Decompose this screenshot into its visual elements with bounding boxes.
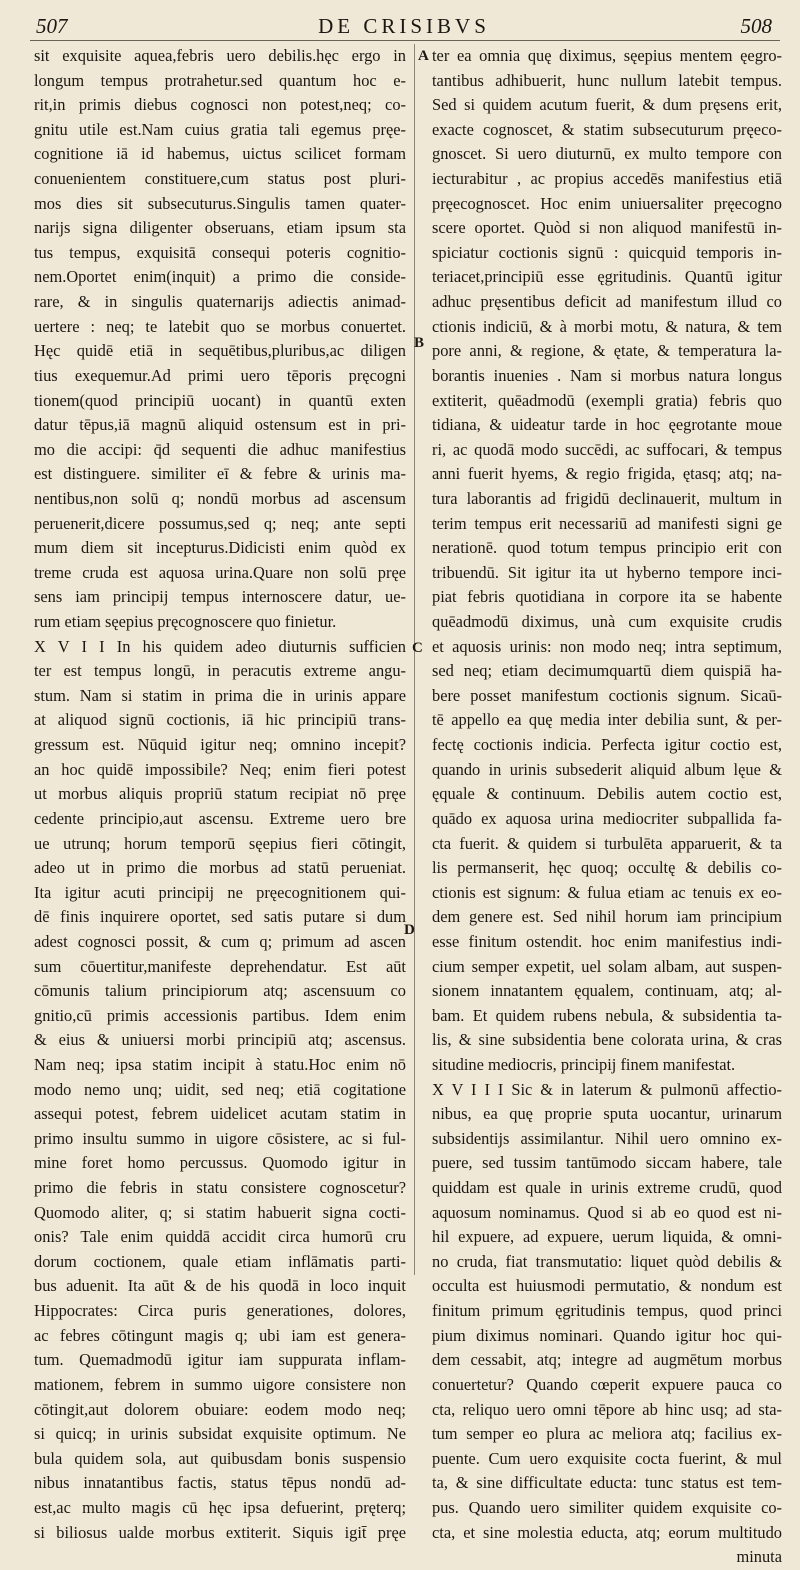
text-line: bere posset manifestum coctionis signum. Sicaū- bbox=[432, 685, 782, 705]
left-text-column bbox=[34, 44, 406, 1545]
text-line: no cruda, fiat transmutatio: liquet quòd debilis & bbox=[432, 1251, 782, 1271]
text-line: exacte cognoscet, & statim subsecuturum pręeco- bbox=[432, 119, 782, 139]
text-line: occulta est huiusmodi permutatio, & nondum est bbox=[432, 1276, 782, 1296]
text-line: ta, & sine difficultate educta: tunc status est tem- bbox=[432, 1473, 782, 1493]
text-line: nibus innatantibus factis, status tēpus nondū ad- bbox=[34, 1473, 406, 1493]
page-number-left: 507 bbox=[36, 14, 68, 38]
text-line: longum tempus protrahetur.sed quantum hoc e- bbox=[34, 70, 406, 90]
text-line: scere oportet. Quòd si non aliquod manifestū in- bbox=[432, 218, 782, 238]
margin-letter-c: C bbox=[412, 640, 423, 656]
text-line: iecturabitur , ac propius accedēs manifestius etiā bbox=[432, 169, 782, 189]
text-line: finitum primum ęgritudinis tempus, quod princi bbox=[432, 1301, 782, 1321]
text-line: dem cessabit, atq; integre ad augmētum morbus bbox=[432, 1350, 782, 1370]
text-line: cōmunis talium principiorum atq; ascensuum co bbox=[34, 981, 406, 1001]
text-line: hil expuere, ad expuere, uerum liquida, & omni- bbox=[432, 1227, 782, 1247]
header-rule bbox=[30, 40, 780, 41]
text-line: tus tempus, exquisitā consequi poteris cognitio- bbox=[34, 242, 406, 262]
text-line: nem.Oportet enim(inquit) a primo die conside- bbox=[34, 267, 406, 287]
text-line: Sed si quidem acutum fuerit, & dum pręsens erit, bbox=[432, 95, 782, 115]
text-line: ctionis indiciū, & à morbi motu, & natura, & tem bbox=[432, 316, 782, 336]
text-line: pium diximus nominari. Quando igitur hoc qui- bbox=[432, 1325, 782, 1345]
text-line: datur tēpus,iā magnū aliquid ostensum est in pri- bbox=[34, 415, 406, 435]
text-line: conuertetur? Quando cœperit expuere pauca co bbox=[432, 1374, 782, 1394]
text-line: pore anni, & regione, & ętate, & temperatura la- bbox=[432, 341, 782, 361]
margin-letter-a: A bbox=[418, 48, 429, 64]
text-line: tius exequemur.Ad primi uero tēporis pręcogni bbox=[34, 365, 406, 385]
text-line: lis, & sine subsidentia bene colorata urina, & cras bbox=[432, 1030, 782, 1050]
text-line: mum diem sit incepturus.Didicisti enim quòd ex bbox=[34, 538, 406, 558]
text-line: X V I I In his quidem adeo diuturnis sufficien bbox=[34, 636, 406, 656]
text-line: ter est tempus longū, in peracutis extreme angu- bbox=[34, 661, 406, 681]
text-line: uertere : neq; te latebit quo se morbus conuertet. bbox=[34, 316, 406, 336]
text-line: dorum coctionem, quale etiam inflāmatis parti- bbox=[34, 1251, 406, 1271]
text-line: est distinguere. similiter eī & febre & urinis ma- bbox=[34, 464, 406, 484]
text-line: Ita igitur acuti principij ne pręecognitionem qui- bbox=[34, 882, 406, 902]
page-number-right: 508 bbox=[740, 14, 772, 38]
right-text-column bbox=[432, 44, 782, 1570]
text-line: fectę coctionis indicia. Perfecta igitur coctio est, bbox=[432, 735, 782, 755]
text-line: puente. Cum uero exquisite cocta fuerint, & mul bbox=[432, 1448, 782, 1468]
running-title: DE CRISIBVS bbox=[318, 14, 490, 38]
text-line: tura laborantis ad frigidū declinauerit, multum in bbox=[432, 488, 782, 508]
margin-letter-d: D bbox=[404, 922, 415, 938]
text-line: gnitio,cū primis accessionis partibus. Idem enim bbox=[34, 1005, 406, 1025]
text-line: ac febres cōtingunt magis q; ubi iam est genera- bbox=[34, 1325, 406, 1345]
text-line: esse finitum ostendit. hoc enim manifestius indi- bbox=[432, 931, 782, 951]
text-line: bula quidem sola, aut quibusdam bonis suspensio bbox=[34, 1448, 406, 1468]
text-line: Quomodo aliter, q; si statim habuerit signa cocti- bbox=[34, 1202, 406, 1222]
text-line: bam. Et quidem rubens nebula, & subsidentia ta- bbox=[432, 1005, 782, 1025]
text-line: tē appello ea quę media inter debilia sunt, & per- bbox=[432, 710, 782, 730]
margin-letter-b: B bbox=[414, 335, 425, 351]
text-line: tantibus adhibuerit, hunc nullum latebit tempus. bbox=[432, 70, 782, 90]
text-line: narijs signa diligenter obseruans, etiam ipsum sta bbox=[34, 218, 406, 238]
text-line: teriacet,principiū esse ęgritudinis. Quantū igitur bbox=[432, 267, 782, 287]
text-line: rit,in primis diebus cognosci non potest,neq; co- bbox=[34, 95, 406, 115]
text-line: cium semper expetit, uel solam albam, aut suspen- bbox=[432, 956, 782, 976]
text-line: sionem innatantem ęqualem, continuam, atq; al- bbox=[432, 981, 782, 1001]
text-line: gressum est. Nūquid igitur neq; omnino incepit? bbox=[34, 735, 406, 755]
text-line: si quicq; in urinis subsidat exquisite optimum. Ne bbox=[34, 1424, 406, 1444]
text-line: Hęc quidē etiā in sequētibus,pluribus,ac diligen bbox=[34, 341, 406, 361]
text-line: spiciatur coctionis signū : quicquid temporis in- bbox=[432, 242, 782, 262]
text-line: est,ac multo magis cū hęc ipsa defuerint, pręterq; bbox=[34, 1497, 406, 1517]
text-line: ue utrunq; horum temporū sęepius fieri cōtingit, bbox=[34, 833, 406, 853]
text-line: onis? Tale enim quiddā accidit circa humorū cru bbox=[34, 1227, 406, 1247]
text-line: dem genere est. Sed nihil horum iam principium bbox=[432, 907, 782, 927]
text-line: et aquosis urinis: non modo neq; intra septimum, bbox=[432, 636, 782, 656]
text-line: & eius & uniuersi morbi principiū atq; ascensus. bbox=[34, 1030, 406, 1050]
text-line: subsidentijs assimilantur. Nihil uero omnino ex- bbox=[432, 1128, 782, 1148]
text-line: quiddam est quale in urinis extreme crudū, quod bbox=[432, 1178, 782, 1198]
text-line: lis permanserit, hęc quoq; occultę & debilis co- bbox=[432, 858, 782, 878]
text-line: extiterit, quēadmodū (exempli gratia) febris quo bbox=[432, 390, 782, 410]
text-line: rare, & in singulis quaternarijs adiectis animad- bbox=[34, 292, 406, 312]
text-line: X V I I I Sic & in laterum & pulmonū affectio- bbox=[432, 1079, 782, 1099]
text-line: sum cōuertitur,manifeste deprehendatur. Est aūt bbox=[34, 956, 406, 976]
text-line: cta fuerit. & quidem si turbulēta apparuerit, & ta bbox=[432, 833, 782, 853]
text-line: cedente principio,aut ascensu. Extreme uero bre bbox=[34, 808, 406, 828]
text-line: Hippocrates: Circa puris generationes, dolores, bbox=[34, 1301, 406, 1321]
text-line: at aliquod signū coctionis, iā hic principiū trans- bbox=[34, 710, 406, 730]
text-line: ctionis est signum: & fulua etiam ac tenuis ex eo- bbox=[432, 882, 782, 902]
text-line: primo insultu summo in uigore cōsistere, ac si ful- bbox=[34, 1128, 406, 1148]
text-line: piat febris quotidiana in corpore ita se habente bbox=[432, 587, 782, 607]
text-line: bus aduenit. Ita aūt & de his quodā in loco inquit bbox=[34, 1276, 406, 1296]
text-line: si biliosus ualde morbus extiterit. Siquis igit̄ pręe bbox=[34, 1522, 406, 1542]
text-line: anni fuerit hyems, & regio frigida, ętasq; atq; na- bbox=[432, 464, 782, 484]
text-line: mo die accipi: q̄d sequenti die adhuc manifestius bbox=[34, 439, 406, 459]
text-line: adeo ut in primo die morbus ad statū perueniat. bbox=[34, 858, 406, 878]
text-line: borantis inuenies . Nam si morbus natura longus bbox=[432, 365, 782, 385]
text-line: gnitu utile est.Nam cuius gratia tali egemus pręe- bbox=[34, 119, 406, 139]
text-line: adhuc pręsentibus deficit ad manifestum illud co bbox=[432, 292, 782, 312]
text-line: quando in urinis subsederit aliquid album lęue & bbox=[432, 759, 782, 779]
text-line: nerationē. quod totum tempus principio erit con bbox=[432, 538, 782, 558]
text-line: nibus, ea quę proprie sputa uocantur, urinarum bbox=[432, 1104, 782, 1124]
text-line: cognitione iā id habemus, uictus scilicet formam bbox=[34, 144, 406, 164]
column-divider bbox=[414, 44, 415, 1275]
text-line: pus. Quando uero similiter quidem exquisite co- bbox=[432, 1497, 782, 1517]
text-line: mos dies sit subsecuturus.Singulis tamen quater- bbox=[34, 193, 406, 213]
text-line: cōtingit,aut dolorem obuiare: eodem modo neq; bbox=[34, 1399, 406, 1419]
text-line: terim tempus erit necessariū ad manifesti signi ge bbox=[432, 513, 782, 533]
text-line: ęquale & continuum. Debilis autem coctio est, bbox=[432, 784, 782, 804]
text-line: mine foret homo percussus. Quomodo igitur in bbox=[34, 1153, 406, 1173]
text-line: sed neq; etiam decimumquartū diem quispiā ha- bbox=[432, 661, 782, 681]
text-line: puere, sed tussim tantūmodo siccam habere, tale bbox=[432, 1153, 782, 1173]
text-line: ri, ac quodā modo succēdi, ac suffocari, & tempus bbox=[432, 439, 782, 459]
text-line: nentibus,non solū q; nondū morbus ad ascensum bbox=[34, 488, 406, 508]
text-line: gnoscet. Si uero diuturnū, ex multo tempore con bbox=[432, 144, 782, 164]
text-line: aquosum nominamus. Quod si ab eo quod est ni- bbox=[432, 1202, 782, 1222]
text-line: assequi potest, febrem uidelicet acutam statim in bbox=[34, 1104, 406, 1124]
text-line: dē finis inquirere oportet, sed satis putare si dum bbox=[34, 907, 406, 927]
text-line: Nam neq; ipsa statim incipit à statu.Hoc enim nō bbox=[34, 1054, 406, 1074]
text-line: conuenientem constituere,cum status post pluri- bbox=[34, 169, 406, 189]
text-line: rum etiam sęepius pręcognoscere quo finietur. bbox=[34, 612, 337, 632]
text-line: tribuendū. Sit igitur ita ut hyberno tempore inci- bbox=[432, 562, 782, 582]
text-line: mationem, febrem in summo uigore consistere non bbox=[34, 1374, 406, 1394]
text-line: primo die febris in statu consistere cognoscetur? bbox=[34, 1178, 406, 1198]
text-line: peruenerit,dicere possumus,sed q; neq; ante septi bbox=[34, 513, 406, 533]
text-line: ut morbus aliquis propriū statum recipiat nō pręe bbox=[34, 784, 406, 804]
text-line: sens iam principij tempus internoscere datur, ue- bbox=[34, 587, 406, 607]
text-line: modo nemo unq; uidit, sed neq; etiā cogitatione bbox=[34, 1079, 406, 1099]
text-line: adest cognosci possit, & cum q; primum ad ascen bbox=[34, 931, 406, 951]
text-line: tionem(quod principiū uocant) in quantū exten bbox=[34, 390, 406, 410]
text-line: situdine mediocris, principij finem manifestat. bbox=[432, 1054, 736, 1074]
text-line: minuta bbox=[736, 1547, 782, 1567]
text-line: sit exquisite aquea,febris uero debilis.hęc ergo in bbox=[34, 46, 406, 65]
text-line: cta, reliquo uero omni tēpore ab hinc usq; ad sta- bbox=[432, 1399, 782, 1419]
text-line: tum. Quemadmodū igitur iam suppurata inflam- bbox=[34, 1350, 406, 1370]
text-line: tidiana, & uideatur tarde in hoc ęegrotante moue bbox=[432, 415, 782, 435]
text-line: quādo ex aquosa urina mediocriter subpallida fa- bbox=[432, 808, 782, 828]
text-line: an hoc quidē impossibile? Neq; enim fieri potest bbox=[34, 759, 406, 779]
text-line: quēadmodū diximus, unà cum exquisite crudis bbox=[432, 612, 782, 632]
text-line: tum semper eo plura ac meliora atq; facilius ex- bbox=[432, 1424, 782, 1444]
text-line: ter ea omnia quę diximus, sęepius mentem ęegro- bbox=[432, 46, 782, 65]
text-line: stum. Nam si statim in prima die in urinis appare bbox=[34, 685, 406, 705]
text-line: cta, et sine molestia educta, atq; eorum multitudo bbox=[432, 1522, 782, 1542]
text-line: treme cruda est aquosa urina.Quare non solū pręe bbox=[34, 562, 406, 582]
text-line: pręecognoscet. Hoc enim uniuersaliter pręecogno bbox=[432, 193, 782, 213]
